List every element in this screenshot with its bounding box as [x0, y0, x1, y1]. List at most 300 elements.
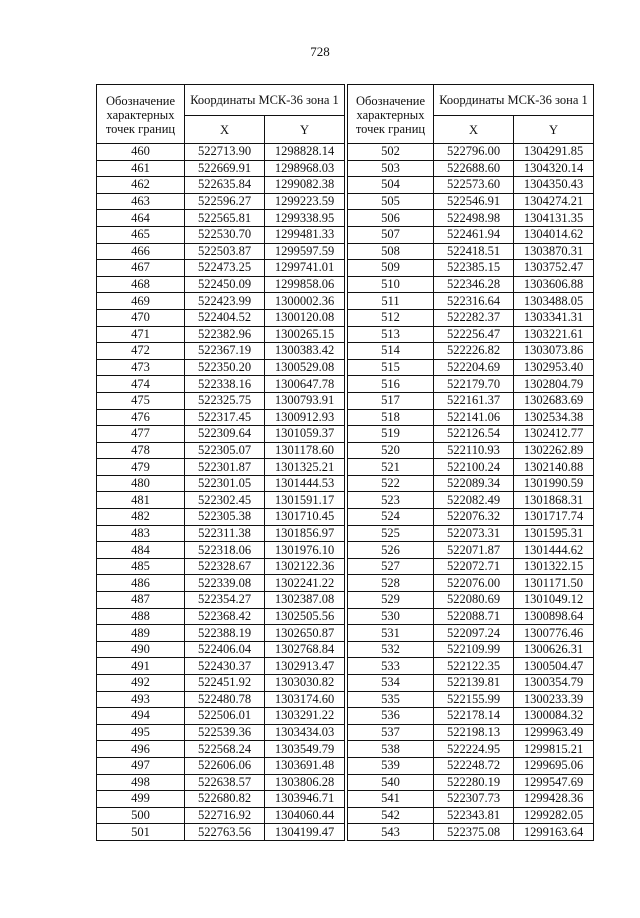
point-number-cell: 501: [97, 824, 185, 841]
x-coordinate-cell: 522763.56: [185, 824, 265, 841]
y-coordinate-cell: 1301178.60: [265, 442, 345, 459]
table-row: [348, 724, 594, 741]
x-coordinate-cell: 522498.98: [434, 210, 514, 227]
y-coordinate-cell: 1304291.85: [514, 144, 594, 161]
x-coordinate-cell: 522461.94: [434, 226, 514, 243]
table-row: [348, 293, 594, 310]
header-coordinates: Координаты МСК-36 зона 1: [185, 85, 345, 116]
coordinates-table-left: [96, 84, 345, 841]
point-number-cell: 507: [348, 226, 434, 243]
x-coordinate-cell: 522109.99: [434, 641, 514, 658]
y-coordinate-cell: 1300912.93: [265, 409, 345, 426]
point-number-cell: 526: [348, 542, 434, 559]
point-number-cell: 532: [348, 641, 434, 658]
point-number-cell: 500: [97, 807, 185, 824]
table-row: [97, 509, 345, 526]
point-number-cell: 467: [97, 260, 185, 277]
x-coordinate-cell: 522503.87: [185, 243, 265, 260]
y-coordinate-cell: 1301171.50: [514, 575, 594, 592]
x-coordinate-cell: 522082.49: [434, 492, 514, 509]
x-coordinate-cell: 522178.14: [434, 708, 514, 725]
table-row: [348, 243, 594, 260]
point-number-cell: 537: [348, 724, 434, 741]
point-number-cell: 486: [97, 575, 185, 592]
y-coordinate-cell: 1300776.46: [514, 625, 594, 642]
x-coordinate-cell: 522248.72: [434, 757, 514, 774]
y-coordinate-cell: 1300354.79: [514, 675, 594, 692]
table-row: [97, 475, 345, 492]
x-coordinate-cell: 522404.52: [185, 309, 265, 326]
table-row: [97, 442, 345, 459]
table-row: [97, 658, 345, 675]
point-number-cell: 514: [348, 343, 434, 360]
point-number-cell: 536: [348, 708, 434, 725]
table-row: [348, 459, 594, 476]
point-number-cell: 535: [348, 691, 434, 708]
x-coordinate-cell: 522302.45: [185, 492, 265, 509]
x-coordinate-cell: 522354.27: [185, 592, 265, 609]
x-coordinate-cell: 522179.70: [434, 376, 514, 393]
point-number-cell: 476: [97, 409, 185, 426]
table-row: [348, 525, 594, 542]
y-coordinate-cell: 1301595.31: [514, 525, 594, 542]
x-coordinate-cell: 522638.57: [185, 774, 265, 791]
y-coordinate-cell: 1302387.08: [265, 592, 345, 609]
point-number-cell: 482: [97, 509, 185, 526]
point-number-cell: 508: [348, 243, 434, 260]
table-row: [348, 260, 594, 277]
table-row: [348, 741, 594, 758]
y-coordinate-cell: 1300265.15: [265, 326, 345, 343]
point-number-cell: 478: [97, 442, 185, 459]
x-coordinate-cell: 522382.96: [185, 326, 265, 343]
x-coordinate-cell: 522565.81: [185, 210, 265, 227]
x-coordinate-cell: 522680.82: [185, 791, 265, 808]
y-coordinate-cell: 1302534.38: [514, 409, 594, 426]
point-number-cell: 475: [97, 392, 185, 409]
y-coordinate-cell: 1303870.31: [514, 243, 594, 260]
y-coordinate-cell: 1302505.56: [265, 608, 345, 625]
point-number-cell: 498: [97, 774, 185, 791]
table-row: [348, 326, 594, 343]
table-row: [97, 525, 345, 542]
table-row: [97, 343, 345, 360]
y-coordinate-cell: 1304131.35: [514, 210, 594, 227]
y-coordinate-cell: 1299338.95: [265, 210, 345, 227]
x-coordinate-cell: 522305.07: [185, 442, 265, 459]
point-number-cell: 494: [97, 708, 185, 725]
point-number-cell: 463: [97, 193, 185, 210]
x-coordinate-cell: 522406.04: [185, 641, 265, 658]
table-row: [97, 260, 345, 277]
point-number-cell: 529: [348, 592, 434, 609]
x-coordinate-cell: 522080.69: [434, 592, 514, 609]
y-coordinate-cell: 1299481.33: [265, 226, 345, 243]
y-coordinate-cell: 1299163.64: [514, 824, 594, 841]
table-row: [348, 177, 594, 194]
y-coordinate-cell: 1301717.74: [514, 509, 594, 526]
y-coordinate-cell: 1301444.62: [514, 542, 594, 559]
table-row: [97, 608, 345, 625]
x-coordinate-cell: 522423.99: [185, 293, 265, 310]
y-coordinate-cell: 1302768.84: [265, 641, 345, 658]
x-coordinate-cell: 522280.19: [434, 774, 514, 791]
y-coordinate-cell: 1303806.28: [265, 774, 345, 791]
y-coordinate-cell: 1301059.37: [265, 426, 345, 443]
point-number-cell: 521: [348, 459, 434, 476]
point-number-cell: 488: [97, 608, 185, 625]
y-coordinate-cell: 1303291.22: [265, 708, 345, 725]
point-number-cell: 531: [348, 625, 434, 642]
x-coordinate-cell: 522301.05: [185, 475, 265, 492]
y-coordinate-cell: 1299428.36: [514, 791, 594, 808]
x-coordinate-cell: 522506.01: [185, 708, 265, 725]
point-number-cell: 516: [348, 376, 434, 393]
x-coordinate-cell: 522328.67: [185, 558, 265, 575]
y-coordinate-cell: 1298968.03: [265, 160, 345, 177]
y-coordinate-cell: 1300898.64: [514, 608, 594, 625]
y-coordinate-cell: 1302262.89: [514, 442, 594, 459]
x-coordinate-cell: 522375.08: [434, 824, 514, 841]
table-row: [348, 542, 594, 559]
y-coordinate-cell: 1303434.03: [265, 724, 345, 741]
table-row: [348, 426, 594, 443]
table-row: [348, 210, 594, 227]
table-row: [97, 210, 345, 227]
y-coordinate-cell: 1303488.05: [514, 293, 594, 310]
point-number-cell: 510: [348, 276, 434, 293]
y-coordinate-cell: 1300504.47: [514, 658, 594, 675]
table-row: [97, 359, 345, 376]
table-row: [97, 392, 345, 409]
table-row: [348, 475, 594, 492]
header-point-designation: Обозначение характерных точек границ: [97, 85, 185, 144]
table-row: [97, 409, 345, 426]
table-row: [348, 625, 594, 642]
table-row: [348, 276, 594, 293]
point-number-cell: 520: [348, 442, 434, 459]
y-coordinate-cell: 1301868.31: [514, 492, 594, 509]
table-row: [97, 641, 345, 658]
point-number-cell: 469: [97, 293, 185, 310]
point-number-cell: 539: [348, 757, 434, 774]
x-coordinate-cell: 522305.38: [185, 509, 265, 526]
x-coordinate-cell: 522307.73: [434, 791, 514, 808]
y-coordinate-cell: 1299547.69: [514, 774, 594, 791]
point-number-cell: 491: [97, 658, 185, 675]
x-coordinate-cell: 522311.38: [185, 525, 265, 542]
x-coordinate-cell: 522635.84: [185, 177, 265, 194]
y-coordinate-cell: 1300793.91: [265, 392, 345, 409]
x-coordinate-cell: 522367.19: [185, 343, 265, 360]
x-coordinate-cell: 522122.35: [434, 658, 514, 675]
y-coordinate-cell: 1304199.47: [265, 824, 345, 841]
x-coordinate-cell: 522688.60: [434, 160, 514, 177]
table-row: [348, 675, 594, 692]
point-number-cell: 483: [97, 525, 185, 542]
y-coordinate-cell: 1303606.88: [514, 276, 594, 293]
table-row: [97, 326, 345, 343]
point-number-cell: 472: [97, 343, 185, 360]
point-number-cell: 504: [348, 177, 434, 194]
point-number-cell: 540: [348, 774, 434, 791]
table-row: [97, 558, 345, 575]
y-coordinate-cell: 1302913.47: [265, 658, 345, 675]
point-number-cell: 523: [348, 492, 434, 509]
point-number-cell: 468: [97, 276, 185, 293]
x-coordinate-cell: 522716.92: [185, 807, 265, 824]
y-coordinate-cell: 1300002.36: [265, 293, 345, 310]
header-x: X: [434, 116, 514, 144]
table-row: [97, 226, 345, 243]
y-coordinate-cell: 1302412.77: [514, 426, 594, 443]
table-row: [97, 276, 345, 293]
x-coordinate-cell: 522198.13: [434, 724, 514, 741]
table-row: [348, 757, 594, 774]
x-coordinate-cell: 522473.25: [185, 260, 265, 277]
y-coordinate-cell: 1300529.08: [265, 359, 345, 376]
y-coordinate-cell: 1301325.21: [265, 459, 345, 476]
x-coordinate-cell: 522224.95: [434, 741, 514, 758]
y-coordinate-cell: 1303221.61: [514, 326, 594, 343]
x-coordinate-cell: 522451.92: [185, 675, 265, 692]
table-row: [348, 160, 594, 177]
point-number-cell: 479: [97, 459, 185, 476]
table-row: [97, 791, 345, 808]
table-row: [348, 658, 594, 675]
x-coordinate-cell: 522110.93: [434, 442, 514, 459]
table-row: [348, 791, 594, 808]
header-x: X: [185, 116, 265, 144]
y-coordinate-cell: 1303341.31: [514, 309, 594, 326]
y-coordinate-cell: 1302650.87: [265, 625, 345, 642]
point-number-cell: 534: [348, 675, 434, 692]
point-number-cell: 528: [348, 575, 434, 592]
y-coordinate-cell: 1300084.32: [514, 708, 594, 725]
y-coordinate-cell: 1302122.36: [265, 558, 345, 575]
header-coordinates: Координаты МСК-36 зона 1: [434, 85, 594, 116]
y-coordinate-cell: 1299858.06: [265, 276, 345, 293]
x-coordinate-cell: 522071.87: [434, 542, 514, 559]
table-row: [97, 575, 345, 592]
point-number-cell: 543: [348, 824, 434, 841]
point-number-cell: 485: [97, 558, 185, 575]
x-coordinate-cell: 522606.06: [185, 757, 265, 774]
table-row: [97, 675, 345, 692]
x-coordinate-cell: 522450.09: [185, 276, 265, 293]
table-row: [97, 708, 345, 725]
x-coordinate-cell: 522256.47: [434, 326, 514, 343]
x-coordinate-cell: 522089.34: [434, 475, 514, 492]
y-coordinate-cell: 1303752.47: [514, 260, 594, 277]
table-row: [97, 724, 345, 741]
table-row: [348, 193, 594, 210]
table-row: [97, 376, 345, 393]
y-coordinate-cell: 1302804.79: [514, 376, 594, 393]
x-coordinate-cell: 522097.24: [434, 625, 514, 642]
x-coordinate-cell: 522317.45: [185, 409, 265, 426]
y-coordinate-cell: 1299741.01: [265, 260, 345, 277]
point-number-cell: 513: [348, 326, 434, 343]
table-row: [97, 625, 345, 642]
table-row: [97, 160, 345, 177]
x-coordinate-cell: 522388.19: [185, 625, 265, 642]
y-coordinate-cell: 1299963.49: [514, 724, 594, 741]
table-row: [97, 293, 345, 310]
y-coordinate-cell: 1301976.10: [265, 542, 345, 559]
x-coordinate-cell: 522669.91: [185, 160, 265, 177]
x-coordinate-cell: 522088.71: [434, 608, 514, 625]
y-coordinate-cell: 1300647.78: [265, 376, 345, 393]
point-number-cell: 502: [348, 144, 434, 161]
point-number-cell: 481: [97, 492, 185, 509]
x-coordinate-cell: 522530.70: [185, 226, 265, 243]
table-row: [97, 824, 345, 841]
table-row: [348, 608, 594, 625]
header-point-designation: Обозначение характерных точек границ: [348, 85, 434, 144]
y-coordinate-cell: 1298828.14: [265, 144, 345, 161]
x-coordinate-cell: 522346.28: [434, 276, 514, 293]
point-number-cell: 490: [97, 641, 185, 658]
x-coordinate-cell: 522385.15: [434, 260, 514, 277]
table-row: [348, 592, 594, 609]
point-number-cell: 530: [348, 608, 434, 625]
x-coordinate-cell: 522072.71: [434, 558, 514, 575]
table-row: [348, 376, 594, 393]
table-row: [348, 807, 594, 824]
y-coordinate-cell: 1302140.88: [514, 459, 594, 476]
point-number-cell: 466: [97, 243, 185, 260]
coordinates-table-right: [347, 84, 594, 841]
y-coordinate-cell: 1303691.48: [265, 757, 345, 774]
point-number-cell: 512: [348, 309, 434, 326]
table-row: [348, 309, 594, 326]
x-coordinate-cell: 522430.37: [185, 658, 265, 675]
x-coordinate-cell: 522126.54: [434, 426, 514, 443]
point-number-cell: 474: [97, 376, 185, 393]
y-coordinate-cell: 1304274.21: [514, 193, 594, 210]
table-row: [97, 177, 345, 194]
header-y: Y: [265, 116, 345, 144]
point-number-cell: 492: [97, 675, 185, 692]
table-row: [348, 492, 594, 509]
point-number-cell: 464: [97, 210, 185, 227]
y-coordinate-cell: 1301591.17: [265, 492, 345, 509]
x-coordinate-cell: 522338.16: [185, 376, 265, 393]
table-row: [348, 343, 594, 360]
y-coordinate-cell: 1302683.69: [514, 392, 594, 409]
table-row: [348, 392, 594, 409]
x-coordinate-cell: 522713.90: [185, 144, 265, 161]
point-number-cell: 522: [348, 475, 434, 492]
table-row: [97, 741, 345, 758]
x-coordinate-cell: 522309.64: [185, 426, 265, 443]
table-row: [97, 592, 345, 609]
y-coordinate-cell: 1301049.12: [514, 592, 594, 609]
point-number-cell: 506: [348, 210, 434, 227]
x-coordinate-cell: 522076.32: [434, 509, 514, 526]
y-coordinate-cell: 1300626.31: [514, 641, 594, 658]
x-coordinate-cell: 522480.78: [185, 691, 265, 708]
table-row: [348, 359, 594, 376]
y-coordinate-cell: 1301322.15: [514, 558, 594, 575]
point-number-cell: 496: [97, 741, 185, 758]
table-row: [97, 691, 345, 708]
y-coordinate-cell: 1302953.40: [514, 359, 594, 376]
y-coordinate-cell: 1299082.38: [265, 177, 345, 194]
y-coordinate-cell: 1303073.86: [514, 343, 594, 360]
table-row: [97, 144, 345, 161]
x-coordinate-cell: 522100.24: [434, 459, 514, 476]
point-number-cell: 470: [97, 309, 185, 326]
point-number-cell: 542: [348, 807, 434, 824]
table-row: [348, 641, 594, 658]
point-number-cell: 533: [348, 658, 434, 675]
point-number-cell: 489: [97, 625, 185, 642]
table-row: [97, 807, 345, 824]
point-number-cell: 538: [348, 741, 434, 758]
table-row: [348, 144, 594, 161]
point-number-cell: 511: [348, 293, 434, 310]
point-number-cell: 495: [97, 724, 185, 741]
point-number-cell: 517: [348, 392, 434, 409]
x-coordinate-cell: 522596.27: [185, 193, 265, 210]
y-coordinate-cell: 1304350.43: [514, 177, 594, 194]
y-coordinate-cell: 1302241.22: [265, 575, 345, 592]
table-row: [97, 774, 345, 791]
y-coordinate-cell: 1299223.59: [265, 193, 345, 210]
table-row: [348, 509, 594, 526]
x-coordinate-cell: 522539.36: [185, 724, 265, 741]
point-number-cell: 527: [348, 558, 434, 575]
x-coordinate-cell: 522568.24: [185, 741, 265, 758]
x-coordinate-cell: 522546.91: [434, 193, 514, 210]
point-number-cell: 518: [348, 409, 434, 426]
table-row: [348, 226, 594, 243]
x-coordinate-cell: 522796.00: [434, 144, 514, 161]
table-row: [97, 426, 345, 443]
point-number-cell: 461: [97, 160, 185, 177]
y-coordinate-cell: 1301444.53: [265, 475, 345, 492]
table-row: [97, 542, 345, 559]
y-coordinate-cell: 1303030.82: [265, 675, 345, 692]
point-number-cell: 524: [348, 509, 434, 526]
y-coordinate-cell: 1300383.42: [265, 343, 345, 360]
point-number-cell: 480: [97, 475, 185, 492]
table-row: [97, 309, 345, 326]
point-number-cell: 471: [97, 326, 185, 343]
y-coordinate-cell: 1303946.71: [265, 791, 345, 808]
point-number-cell: 484: [97, 542, 185, 559]
point-number-cell: 460: [97, 144, 185, 161]
x-coordinate-cell: 522573.60: [434, 177, 514, 194]
y-coordinate-cell: 1300233.39: [514, 691, 594, 708]
point-number-cell: 465: [97, 226, 185, 243]
x-coordinate-cell: 522316.64: [434, 293, 514, 310]
x-coordinate-cell: 522325.75: [185, 392, 265, 409]
table-row: [348, 774, 594, 791]
table-row: [348, 824, 594, 841]
point-number-cell: 503: [348, 160, 434, 177]
x-coordinate-cell: 522418.51: [434, 243, 514, 260]
table-row: [348, 409, 594, 426]
table-row: [348, 558, 594, 575]
y-coordinate-cell: 1300120.08: [265, 309, 345, 326]
page-number: 728: [310, 44, 330, 59]
table-row: [348, 575, 594, 592]
table-row: [348, 691, 594, 708]
x-coordinate-cell: 522301.87: [185, 459, 265, 476]
